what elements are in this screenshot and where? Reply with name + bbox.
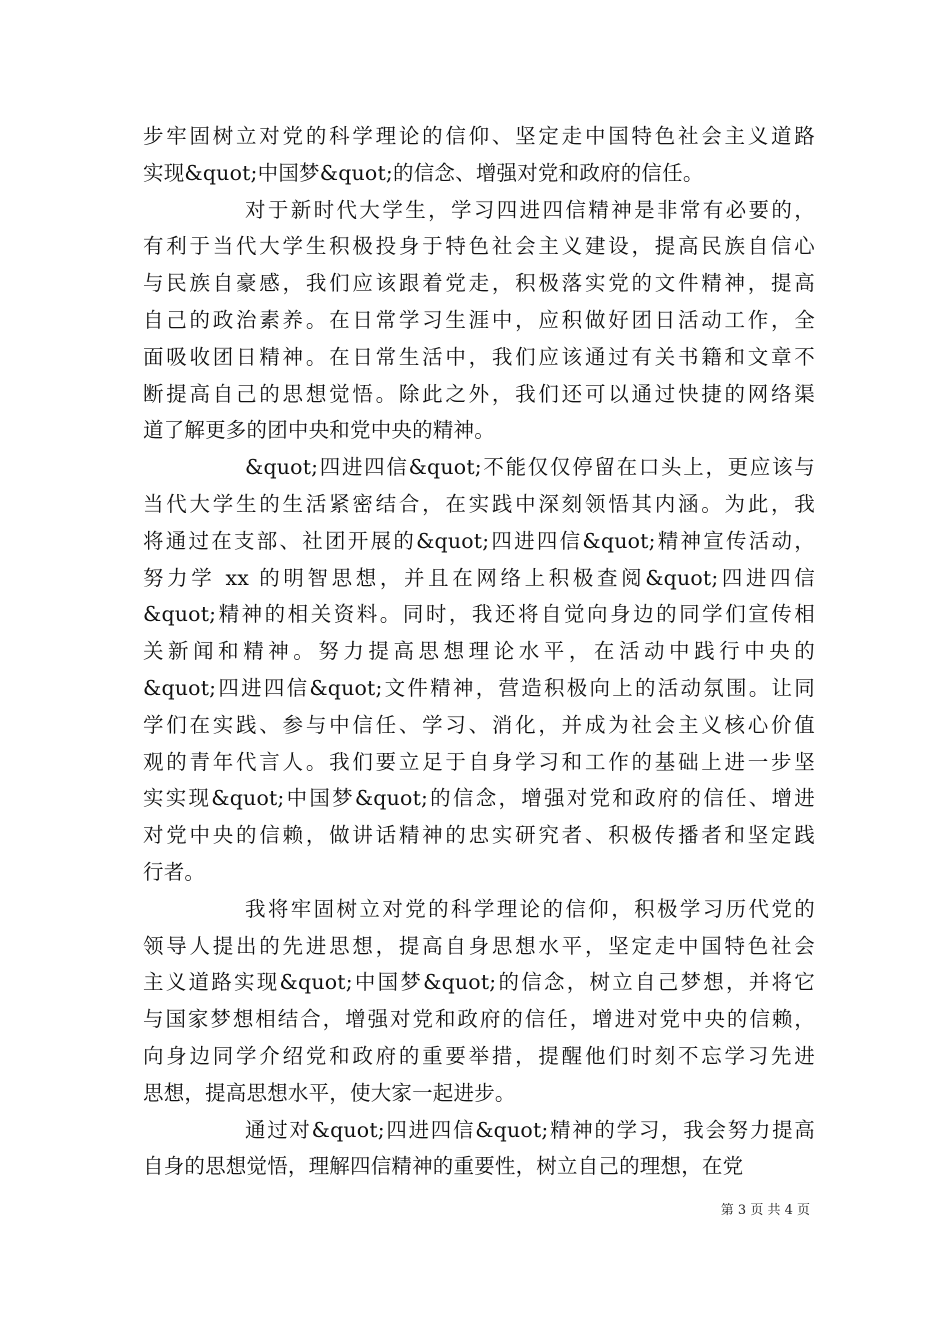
text-line: 主义道路实现&quot;中国梦&quot;的信念，树立自己梦想，并将它 [143,970,815,995]
text-line: &quot;四进四信&quot;文件精神，营造积极向上的活动氛围。让同 [143,675,815,700]
paragraph [143,1112,815,1186]
text-line: 对党中央的信赖，做讲话精神的忠实研究者、积极传播者和坚定践 [143,823,815,848]
text-line: 我将牢固树立对党的科学理论的信仰，积极学习历代党的 [245,896,815,921]
text-line: 与国家梦想相结合，增强对党和政府的信任，增进对党中央的信赖， [143,1007,815,1032]
text-line: 通过对&quot;四进四信&quot;精神的学习，我会努力提高 [245,1117,815,1142]
text-line: &quot;精神的相关资料。同时，我还将自觉向身边的同学们宣传相 [143,602,815,627]
text-line: 步牢固树立对党的科学理论的信仰、坚定走中国特色社会主义道路 [143,124,815,148]
text-line: &quot;四进四信&quot;不能仅仅停留在口头上，更应该与 [245,455,815,480]
text-line: 自身的思想觉悟，理解四信精神的重要性，树立自己的理想，在党 [143,1154,744,1179]
text-line: 学们在实践、参与中信任、学习、消化，并成为社会主义核心价值 [143,712,815,737]
text-line: 将通过在支部、社团开展的&quot;四进四信&quot;精神宣传活动， [143,528,815,553]
text-line: 向身边同学介绍党和政府的重要举措，提醒他们时刻不忘学习先进 [143,1043,815,1068]
text-line: 关新闻和精神。努力提高思想理论水平，在活动中践行中央的 [143,639,815,664]
text-line: 行者。 [143,859,206,884]
text-line: 与民族自豪感，我们应该跟着党走，积极落实党的文件精神，提高 [143,271,815,296]
text-line: 断提高自己的思想觉悟。除此之外，我们还可以通过快捷的网络渠 [143,381,815,406]
text-line: 当代大学生的生活紧密结合，在实践中深刻领悟其内涵。为此，我 [143,491,815,516]
text-line: 努力学 xx 的明智思想，并且在网络上积极查阅&quot;四进四信 [143,565,815,590]
paragraph [143,192,815,450]
text-line: 对于新时代大学生，学习四进四信精神是非常有必要的， [245,197,815,222]
text-line: 实现&quot;中国梦&quot;的信念、增强对党和政府的信任。 [143,160,704,185]
text-line: 有利于当代大学生积极投身于特色社会主义建设，提高民族自信心 [143,234,815,259]
text-line: 实实现&quot;中国梦&quot;的信念，增强对党和政府的信任、增进 [143,786,815,811]
paragraph [143,449,815,891]
paragraph [143,118,815,192]
page-number-footer: 第 3 页 共 4 页 [720,1203,810,1218]
document-body [143,118,815,1185]
paragraph [143,891,815,1112]
text-line: 观的青年代言人。我们要立足于自身学习和工作的基础上进一步坚 [143,749,815,774]
text-line: 思想，提高思想水平，使大家一起进步。 [143,1080,516,1105]
text-line: 道了解更多的团中央和党中央的精神。 [143,418,495,443]
text-line: 自己的政治素养。在日常学习生涯中，应积做好团日活动工作，全 [143,307,815,332]
text-line: 面吸收团日精神。在日常生活中，我们应该通过有关书籍和文章不 [143,344,815,369]
text-line: 领导人提出的先进思想，提高自身思想水平，坚定走中国特色社会 [143,933,815,958]
